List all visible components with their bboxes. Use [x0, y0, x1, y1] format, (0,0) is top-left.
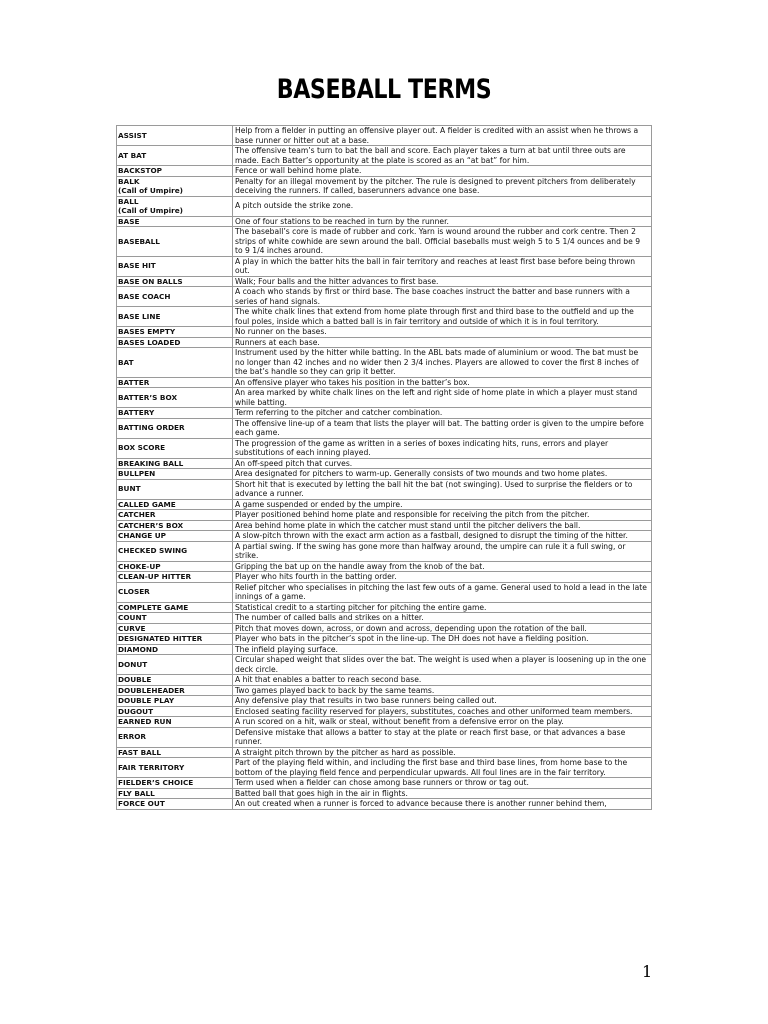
table-row: [117, 479, 652, 499]
table-row: [117, 634, 652, 645]
table-row: [117, 276, 652, 287]
definition-cell: Area designated for pitchers to warm-up. Generally consists of two mounds and two home plates.: [233, 469, 652, 480]
term-cell: COMPLETE GAME: [117, 602, 233, 613]
definition-cell: One of four stations to be reached in turn by the runner.: [233, 216, 652, 227]
table-row: [117, 778, 652, 789]
table-row: [117, 438, 652, 458]
definition-cell: An area marked by white chalk lines on the left and right side of home plate in which a player must stand while batting.: [233, 388, 652, 408]
term-cell: CLOSER: [117, 582, 233, 602]
table-row: [117, 623, 652, 634]
table-row: [117, 408, 652, 419]
table-row: [117, 531, 652, 542]
term-cell: BATTER: [117, 377, 233, 388]
term-cell: CATCHER: [117, 510, 233, 521]
term-cell: BOX SCORE: [117, 438, 233, 458]
table-row: [117, 510, 652, 521]
definition-cell: Player who hits fourth in the batting order.: [233, 572, 652, 583]
table-row: [117, 196, 652, 216]
table-row: [117, 706, 652, 717]
definition-cell: The offensive line-up of a team that lists the player will bat. The batting order is given to the umpire before each game.: [233, 418, 652, 438]
term-cell: DIAMOND: [117, 644, 233, 655]
term-cell: DONUT: [117, 655, 233, 675]
definition-cell: Penalty for an illegal movement by the pitcher. The rule is designed to prevent pitchers from deliberately deceiving the runners. If called, baserunners advance one base.: [233, 176, 652, 196]
table-row: [117, 227, 652, 257]
definition-cell: Any defensive play that results in two base runners being called out.: [233, 696, 652, 707]
term-cell: DOUBLEHEADER: [117, 685, 233, 696]
table-row: [117, 146, 652, 166]
term-cell: AT BAT: [117, 146, 233, 166]
term-cell: ASSIST: [117, 126, 233, 146]
definition-cell: Player who bats in the pitcher’s spot in the line-up. The DH does not have a fielding position.: [233, 634, 652, 645]
table-row: [117, 458, 652, 469]
table-row: [117, 520, 652, 531]
term-cell: FLY BALL: [117, 788, 233, 799]
definition-cell: Defensive mistake that allows a batter to stay at the plate or reach first base, or that advances a base runner.: [233, 727, 652, 747]
table-row: [117, 644, 652, 655]
term-cell: COUNT: [117, 613, 233, 624]
definition-cell: Fence or wall behind home plate.: [233, 166, 652, 177]
definition-cell: A pitch outside the strike zone.: [233, 196, 652, 216]
term-cell: BULLPEN: [117, 469, 233, 480]
definition-cell: Player positioned behind home plate and responsible for receiving the pitch from the pitcher.: [233, 510, 652, 521]
term-cell: BASEBALL: [117, 227, 233, 257]
definition-cell: Part of the playing field within, and including the first base and third base lines, from home base to the bottom of the playing field fence and perpendicular upwards. All foul lines are in the fair territory.: [233, 758, 652, 778]
definition-cell: Batted ball that goes high in the air in flights.: [233, 788, 652, 799]
term-cell: CATCHER’S BOX: [117, 520, 233, 531]
definition-cell: An offensive player who takes his position in the batter’s box.: [233, 377, 652, 388]
table-row: [117, 655, 652, 675]
table-row: [117, 307, 652, 327]
term-cell: BALK (Call of Umpire): [117, 176, 233, 196]
term-cell: FIELDER’S CHOICE: [117, 778, 233, 789]
definition-cell: Term used when a fielder can chose among base runners or throw or tag out.: [233, 778, 652, 789]
table-row: [117, 469, 652, 480]
definition-cell: A game suspended or ended by the umpire.: [233, 499, 652, 510]
term-cell: BUNT: [117, 479, 233, 499]
term-cell: CHANGE UP: [117, 531, 233, 542]
definition-cell: Statistical credit to a starting pitcher for pitching the entire game.: [233, 602, 652, 613]
table-row: [117, 541, 652, 561]
term-cell: DOUBLE: [117, 675, 233, 686]
definition-cell: Gripping the bat up on the handle away from the knob of the bat.: [233, 561, 652, 572]
term-cell: DOUBLE PLAY: [117, 696, 233, 707]
table-row: [117, 126, 652, 146]
table-row: [117, 613, 652, 624]
table-row: [117, 799, 652, 810]
term-cell: FORCE OUT: [117, 799, 233, 810]
table-row: [117, 727, 652, 747]
definition-cell: The offensive team’s turn to bat the ball and score. Each player takes a turn at bat until three outs are made. Each Batter’s opportunity at the plate is scored as an “at bat” for him.: [233, 146, 652, 166]
definition-cell: The white chalk lines that extend from home plate through first and third base to the outfield and up the foul poles, inside which a batted ball is in fair territory and outside of which it is in foul territory.: [233, 307, 652, 327]
term-cell: BREAKING BALL: [117, 458, 233, 469]
term-cell: BASES LOADED: [117, 337, 233, 348]
table-row: [117, 348, 652, 378]
term-cell: BASE HIT: [117, 256, 233, 276]
table-row: [117, 166, 652, 177]
definition-cell: Enclosed seating facility reserved for players, substitutes, coaches and other uniformed team members.: [233, 706, 652, 717]
terms-table-body: [117, 126, 652, 810]
definition-cell: The progression of the game as written in a series of boxes indicating hits, runs, errors and player substitutions of each inning played.: [233, 438, 652, 458]
term-cell: BASES EMPTY: [117, 327, 233, 338]
term-cell: BAT: [117, 348, 233, 378]
term-cell: CHOKE-UP: [117, 561, 233, 572]
definition-cell: Short hit that is executed by letting the ball hit the bat (not swinging). Used to surprise the fielders or to advance a runner.: [233, 479, 652, 499]
definition-cell: A hit that enables a batter to reach second base.: [233, 675, 652, 686]
definition-cell: A play in which the batter hits the ball in fair territory and reaches at least first base before being thrown out.: [233, 256, 652, 276]
definition-cell: Runners at each base.: [233, 337, 652, 348]
definition-cell: A coach who stands by first or third base. The base coaches instruct the batter and base runners with a series of hand signals.: [233, 287, 652, 307]
definition-cell: Help from a fielder in putting an offensive player out. A fielder is credited with an assist when he throws a base runner or hitter out at a base.: [233, 126, 652, 146]
table-row: [117, 602, 652, 613]
term-cell: CALLED GAME: [117, 499, 233, 510]
definition-cell: Two games played back to back by the same teams.: [233, 685, 652, 696]
table-row: [117, 216, 652, 227]
term-cell: BATTERY: [117, 408, 233, 419]
table-row: [117, 696, 652, 707]
definition-cell: The baseball’s core is made of rubber and cork. Yarn is wound around the rubber and cork centre. Then 2 strips of white cowhide are sewn around the ball. Official baseballs must weigh 5 to 5 1/4 ounces and be 9 to 9 1/4 inches around.: [233, 227, 652, 257]
definition-cell: Pitch that moves down, across, or down and across, depending upon the rotation of the ball.: [233, 623, 652, 634]
term-cell: BACKSTOP: [117, 166, 233, 177]
term-cell: BATTER’S BOX: [117, 388, 233, 408]
term-cell: BASE COACH: [117, 287, 233, 307]
term-cell: BALL (Call of Umpire): [117, 196, 233, 216]
page-title: BASEBALL TERMS: [276, 74, 492, 105]
table-row: [117, 675, 652, 686]
table-row: [117, 582, 652, 602]
term-cell: CLEAN-UP HITTER: [117, 572, 233, 583]
definition-cell: Instrument used by the hitter while batting. In the ABL bats made of aluminium or wood. The bat must be no longer than 42 inches and no wider then 2 3/4 inches. Players are allowed to cover the first 8 inches of the bat’s handle so they can grip it better.: [233, 348, 652, 378]
table-row: [117, 561, 652, 572]
definition-cell: Area behind home plate in which the catcher must stand until the pitcher delivers the ball.: [233, 520, 652, 531]
term-cell: FAST BALL: [117, 747, 233, 758]
table-row: [117, 287, 652, 307]
table-row: [117, 572, 652, 583]
term-cell: CURVE: [117, 623, 233, 634]
table-row: [117, 685, 652, 696]
term-cell: BASE: [117, 216, 233, 227]
table-row: [117, 747, 652, 758]
definition-cell: Circular shaped weight that slides over the bat. The weight is used when a player is loosening up in the one deck circle.: [233, 655, 652, 675]
definition-cell: A partial swing. If the swing has gone more than halfway around, the umpire can rule it a full swing, or strike.: [233, 541, 652, 561]
definition-cell: The number of called balls and strikes on a hitter.: [233, 613, 652, 624]
definition-cell: A straight pitch thrown by the pitcher as hard as possible.: [233, 747, 652, 758]
definition-cell: An off-speed pitch that curves.: [233, 458, 652, 469]
terms-table: [116, 125, 652, 810]
definition-cell: Relief pitcher who specialises in pitching the last few outs of a game. General used to hold a lead in the late innings of a game.: [233, 582, 652, 602]
term-cell: CHECKED SWING: [117, 541, 233, 561]
page-number: 1: [642, 962, 653, 981]
table-row: [117, 717, 652, 728]
definition-cell: A run scored on a hit, walk or steal, without benefit from a defensive error on the play.: [233, 717, 652, 728]
definition-cell: Term referring to the pitcher and catcher combination.: [233, 408, 652, 419]
table-row: [117, 388, 652, 408]
table-row: [117, 337, 652, 348]
term-cell: BASE LINE: [117, 307, 233, 327]
table-row: [117, 176, 652, 196]
table-row: [117, 758, 652, 778]
definition-cell: No runner on the bases.: [233, 327, 652, 338]
term-cell: DESIGNATED HITTER: [117, 634, 233, 645]
table-row: [117, 327, 652, 338]
definition-cell: The infield playing surface.: [233, 644, 652, 655]
table-row: [117, 418, 652, 438]
table-row: [117, 256, 652, 276]
term-cell: EARNED RUN: [117, 717, 233, 728]
term-cell: BASE ON BALLS: [117, 276, 233, 287]
table-row: [117, 377, 652, 388]
table-row: [117, 788, 652, 799]
definition-cell: A slow-pitch thrown with the exact arm action as a fastball, designed to disrupt the timing of the hitter.: [233, 531, 652, 542]
definition-cell: An out created when a runner is forced to advance because there is another runner behind them,: [233, 799, 652, 810]
term-cell: ERROR: [117, 727, 233, 747]
term-cell: FAIR TERRITORY: [117, 758, 233, 778]
term-cell: BATTING ORDER: [117, 418, 233, 438]
table-row: [117, 499, 652, 510]
term-cell: DUGOUT: [117, 706, 233, 717]
definition-cell: Walk; Four balls and the hitter advances to first base.: [233, 276, 652, 287]
